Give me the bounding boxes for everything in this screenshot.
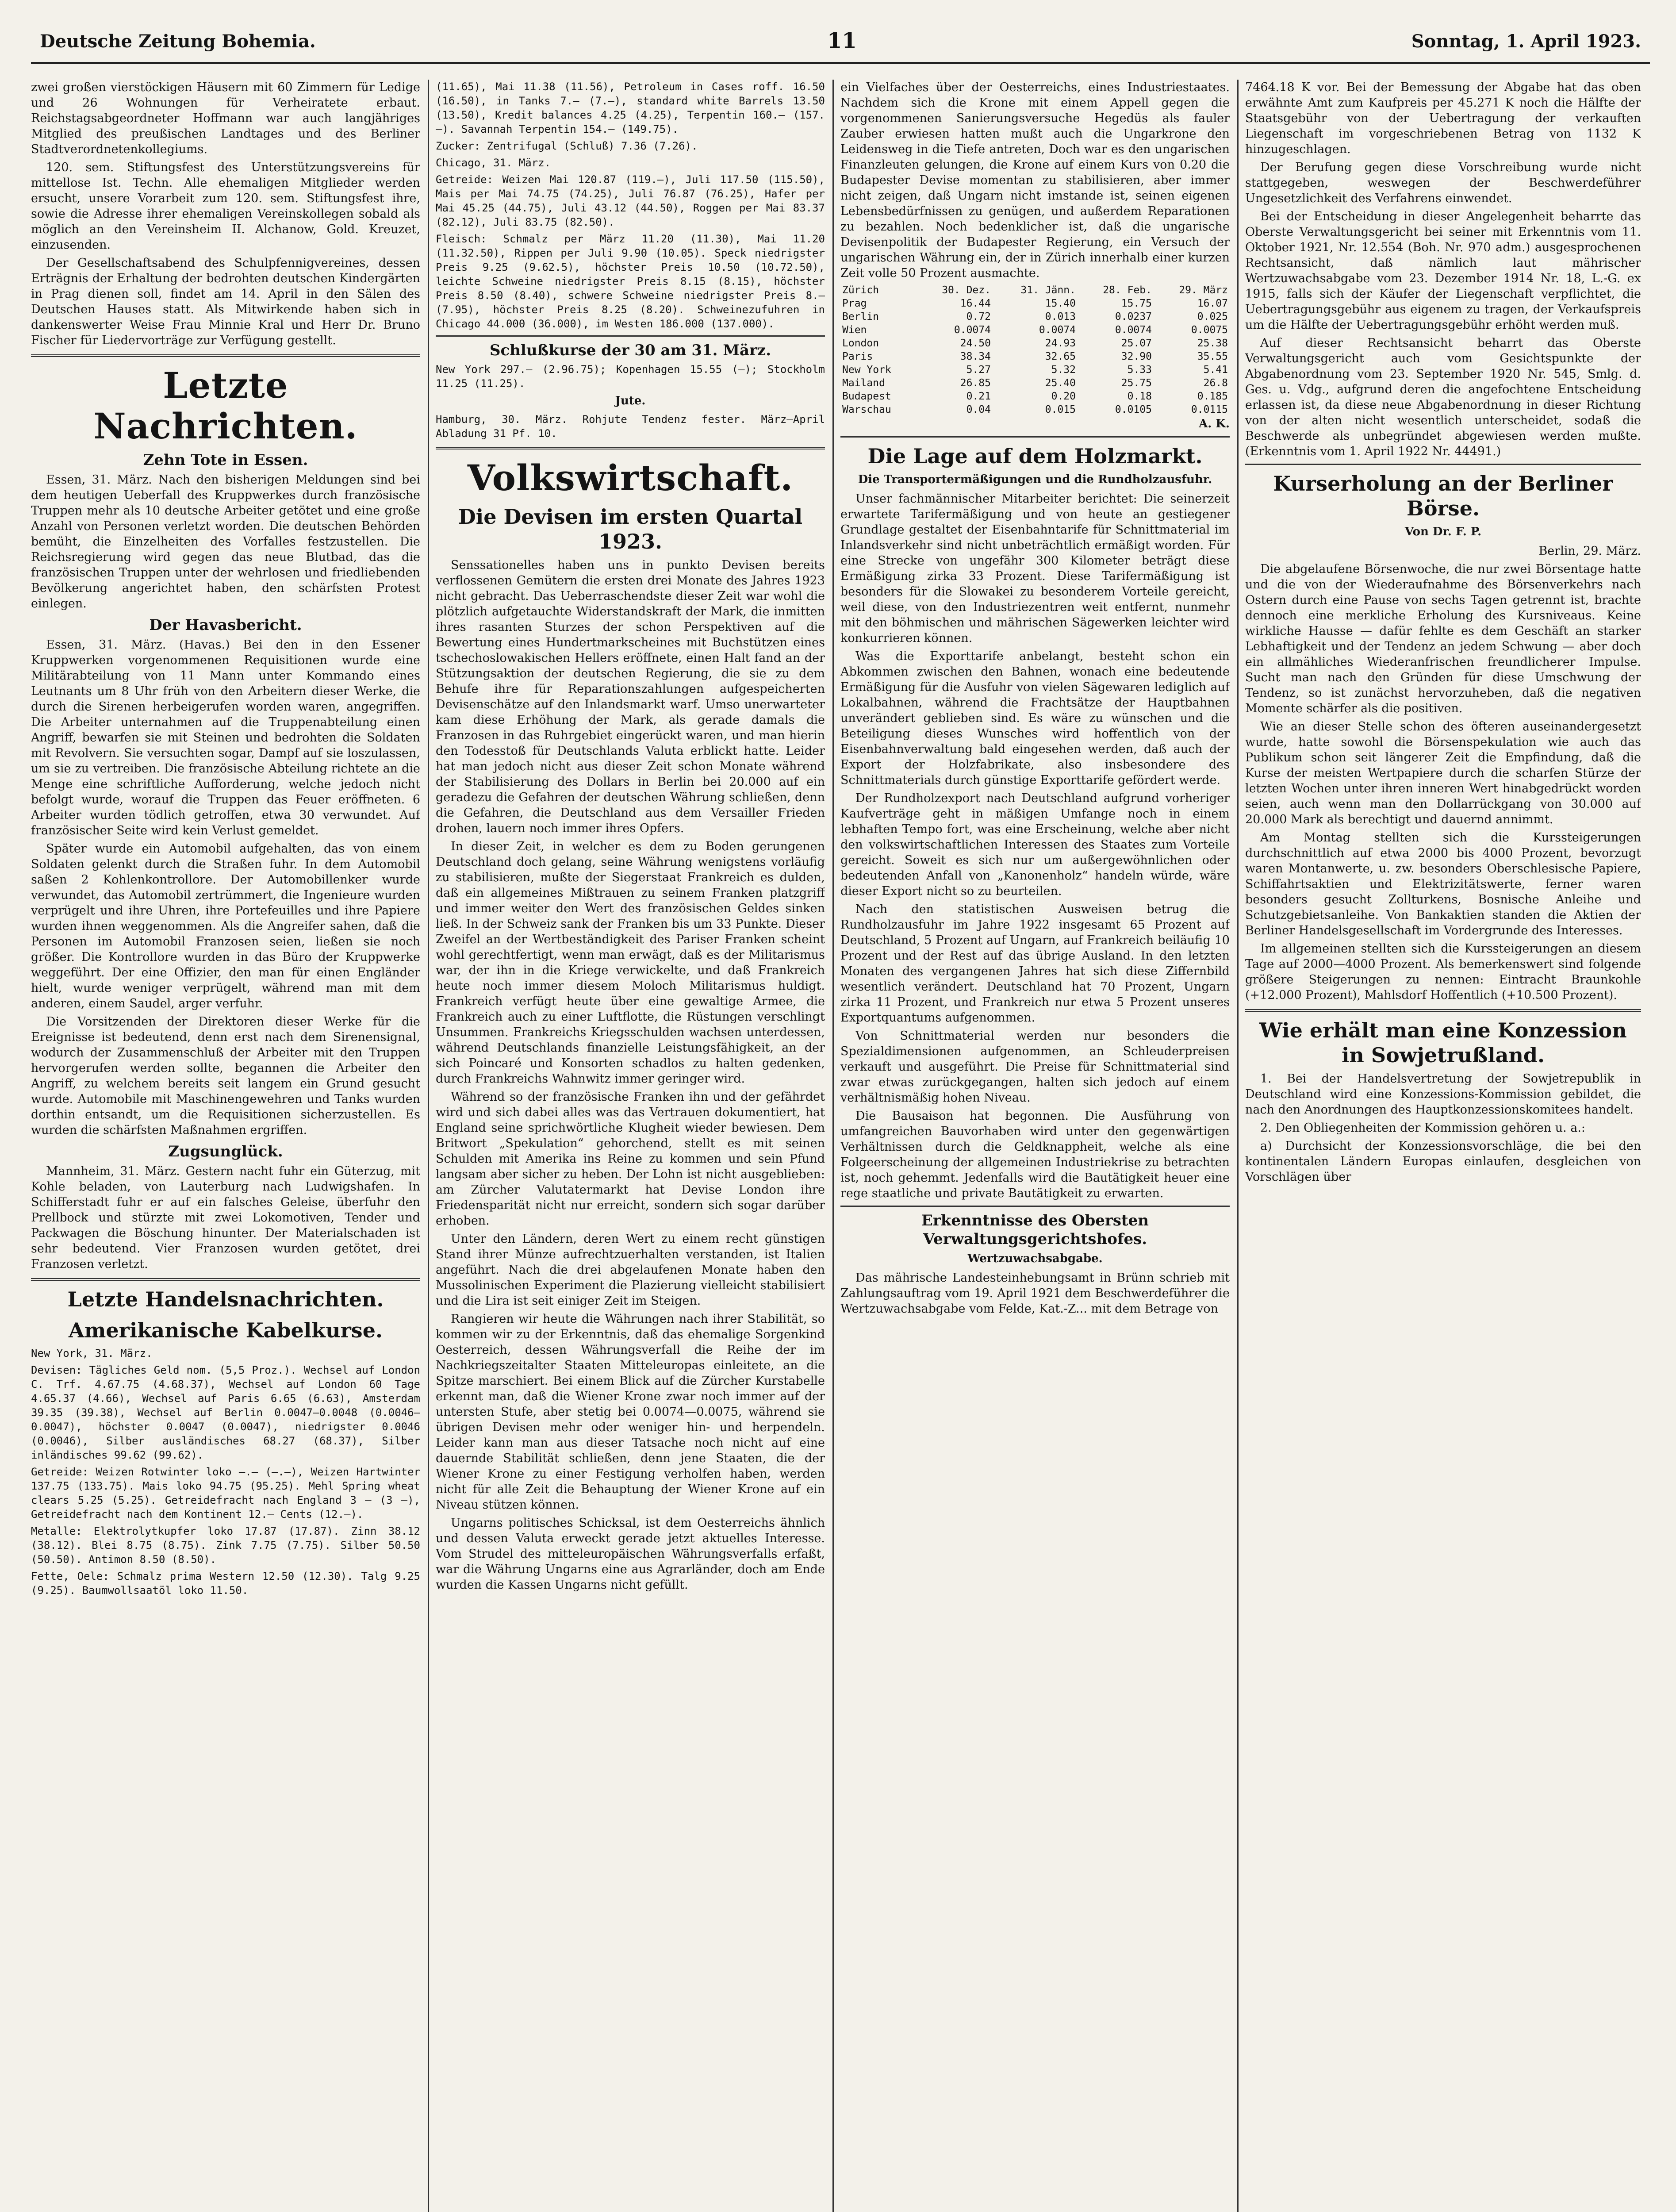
paragraph: Essen, 31. März. Nach den bisherigen Meldungen sind bei dem heutigen Ueberfall des Kruppwerkes durch französische Truppen mehr als 10 deutsche Arbeiter getötet und eine große Anzahl von Personen verletzt worden. Die deutschen Behörden bemüht, die Einzelheiten des Vorfalles festzustellen. Die Reichsregierung wird gegen das neue Blutbad, das die französischen Truppen unter der wehrlosen und friedliebenden Bevölkerung angerichtet haben, den schärfsten Protest einlegen. (31, 473, 420, 611)
paragraph: Was die Exporttarife anbelangt, besteht schon ein Abkommen zwischen den Bahnen, wonach eine bedeutende Ermäßigung für die Ausfuhr von vielen Sägewaren lediglich auf Lokalbahnen, während die Frachtsätze der Hauptbahnen unverändert geblieben sind. Es wäre zu wünschen und die Beteiligung dieses Wunsches wird hoffentlich von der Eisenbahnverwaltung bald eingesehen werden, daß auch der Export der Holzfabrikate, also insbesondere des Schnittmaterials durch günstige Exporttarife gefördert werde. (840, 649, 1230, 787)
rate-cell: 35.55 (1197, 351, 1228, 362)
rate-cell: 0.0115 (1191, 404, 1228, 415)
divider (31, 354, 420, 357)
rate-cell: 0.72 (966, 311, 991, 323)
table-header-row (840, 284, 1230, 297)
paragraph: 120. sem. Stiftungsfest des Unterstützungsvereins für mittellose Ist. Techn. Alle ehemaligen Mitglieder werden ersucht, unsere Vorarbeit zum 120. sem. Stiftungsfest ihre, sowie die Adresse ihrer ehemaligen Vereinskollegen sobald als möglich an den Vereinsheim II. Alchanow, Gold. Kreuzet, einzusenden. (31, 161, 420, 252)
paragraph: Getreide: Weizen Mai 120.87 (119.—), Juli 117.50 (115.50), Mais per Mai 74.75 (74.25), Juli 76.87 (76.25), Hafer per Mai 45.25 (44.75), Juli 43.12 (44.50), Roggen per Mai 83.37 (82.12), Juli 83.75 (82.50). (436, 173, 825, 228)
paragraph: Am Montag stellten sich die Kurssteigerungen durchschnittlich auf etwa 2000 bis 4000 Prozent, bevorzugt waren Montanwerte, u. zw. besonders Oberschlesische Papiere, Schiffahrtsaktien und Elektrizitätswerte, ferner waren besonders gesucht Zollturkens, Bosnische Anleihe und Schutzgebietsanleihe. Von Bankaktien standen die Aktien der Berliner Handelsgesellschaft im Vordergrunde des Interesses. (1245, 831, 1641, 937)
rate-cell: 32.65 (1045, 351, 1076, 362)
rate-cell: 25.38 (1197, 338, 1228, 349)
paragraph: Wie an dieser Stelle schon des öfteren auseinandergesetzt wurde, hatte sowohl die Börsenspekulation wie auch das Publikum schon seit längerer Zeit die Empfindung, daß die Kurse der meisten Wertpapiere durch die scharfen Stürze der letzten Wochen unter ihren inneren Wert hinabgedrückt worden seien, auch wenn man den Dollarrückgang von 30.000 auf 20.000 Mark als berechtigt und dauernd annimmt. (1245, 720, 1641, 826)
rate-cell: Berlin (842, 311, 879, 323)
rate-cell: London (842, 338, 879, 349)
table-row (840, 297, 1230, 310)
paragraph: Der Rundholzexport nach Deutschland aufgrund vorheriger Kaufverträge geht in mäßigen Umfange noch in einem lebhaften Tempo fort, was eine Erscheinung, welche aber nicht den volkswirtschaftlichen Interessen des Staates zum Vorteile gereicht. Soweit es sich nur um außergewöhnlichen oder bedeutenden Anfall von „Kanonenholz“ handeln würde, wäre dieser Export nicht so zu beurteilen. (840, 791, 1230, 898)
table-row (840, 337, 1230, 350)
paragraph: Chicago, 31. März. (436, 157, 551, 169)
paragraph: New York 297.— (2.96.75); Kopenhagen 15.55 (—); Stockholm 11.25 (11.25). (436, 363, 825, 390)
table-row (840, 403, 1230, 416)
paragraph: a) Durchsicht der Konzessionsvorschläge, die bei den kontinentalen Ländern Europas einlaufen, desgleichen von Vorschlägen über (1245, 1139, 1641, 1184)
divider (840, 1206, 1230, 1207)
page-number: 11 (827, 28, 857, 53)
rate-cell: 24.93 (1045, 338, 1076, 349)
column-2 (436, 80, 825, 2212)
rate-cell: Paris (842, 351, 873, 362)
masthead-title: Deutsche Zeitung Bohemia. (40, 31, 316, 52)
article-title: Zugsunglück. (168, 1143, 283, 1160)
rate-cell: 31. Jänn. (1020, 284, 1076, 296)
rate-cell: Warschau (842, 404, 891, 415)
divider (840, 436, 1230, 438)
paragraph: 7464.18 K vor. Bei der Bemessung der Abgabe hat das oben erwähnte Amt zum Kaufpreis per 45.271 K noch die Hälfte der Staatsgebühr von der Uebertragung der verkauften Liegenschaft im vorgeschriebenen Betrag von 1132 K hinzugeschlagen. (1245, 81, 1641, 156)
rate-cell: 16.07 (1197, 298, 1228, 309)
exchange-rate-table (840, 284, 1230, 416)
paragraph: Unser fachmännischer Mitarbeiter berichtet: Die seinerzeit erwartete Tarifermäßigung und von heute an gestiegener Grundlage gestaltet der Eisenbahntarife für Schnittmaterial im Inlandsverkehr sind nicht unbeträchtlich ermäßigt worden. Für eine Strecke von ungefähr 300 Kilometer beträgt diese Ermäßigung zirka 33 Prozent. Diese Tarifermäßigung ist besonders für die Slowakei zu besonderem Vorteile gereicht, weil diese, von den Industriezentren weit entfernt, nunmehr mit den böhmischen und mährischen Sägewerken leichter wird konkurrieren können. (840, 492, 1230, 645)
paragraph: (11.65), Mai 11.38 (11.56), Petroleum in Cases roff. 16.50 (16.50), in Tanks 7.— (7.—), standard white Barrels 13.50 (13.50), Kredit balances 4.25 (4.25), Terpentin 160.— (157.—). Savannah Terpentin 154.— (149.75). (436, 81, 825, 135)
article-title: Die Lage auf dem Holzmarkt. (867, 444, 1203, 468)
rate-cell: 0.0074 (954, 324, 991, 336)
paragraph: Der Berufung gegen diese Vorschreibung wurde nicht stattgegeben, weswegen der Beschwerdeführer Ungesetzlichkeit des Verfahrens einwendet. (1245, 161, 1641, 205)
rate-cell: 0.0237 (1115, 311, 1152, 323)
rate-cell: 5.33 (1127, 364, 1152, 376)
paragraph: Bei der Entscheidung in dieser Angelegenheit beharrte das Oberste Verwaltungsgericht bei seiner mit Erkenntnis vom 11. Oktober 1921, Nr. 12.554 (Boh. Nr. 970 adm.) ausgesprochenen Rechtsansicht, daß nämlich laut mährischer Wertzuwachsabgabe vom 23. Dezember 1914 Nr. 18, L.-G. ex 1915, falls sich der Käufer der Liegenschaft verpflichtet, die Uebertragungsgebühr aus eigenem zu tragen, der Verkaufspreis um die Hälfte der Uebertragungsgebühr erhöht werden muß. (1245, 210, 1641, 332)
rate-cell: Zürich (842, 284, 879, 296)
column-rule (1237, 80, 1239, 2212)
table-row (840, 363, 1230, 376)
paragraph: Die Vorsitzenden der Direktoren dieser Werke für die Ereignisse ist bedeutend, denn erst nach dem Sirenensignal, wodurch der Zusammenschluß der Arbeiter mit den Truppen hervorgerufen werden sollte, begannen die Arbeiter den Angriff, zu welchem bereits seit langem ein Grund gesucht wurde. Automobile mit Maschinengewehren und Tanks wurden dorthin entsandt, um die Requisitionen sicherzustellen. Es wurden die schärfsten Maßnahmen ergriffen. (31, 1015, 420, 1137)
article-title: Kurserholung an der Berliner Börse. (1273, 472, 1613, 520)
subheading: Wertzuwachsabgabe. (967, 1252, 1103, 1265)
rate-cell: Mailand (842, 377, 885, 389)
rate-cell: 0.0075 (1191, 324, 1228, 336)
section-heading: Letzte Nachrichten. (93, 365, 358, 447)
rate-cell: 16.44 (960, 298, 991, 309)
rate-cell: 0.0105 (1115, 404, 1152, 415)
paragraph: Die abgelaufene Börsenwoche, die nur zwei Börsentage hatte und die von der Wiederaufnahme des Börsenverkehrs nach Ostern durch eine Pause von sechs Tagen getrennt ist, brachte dennoch eine merkliche Erholung des Kursniveaus. Keine wirkliche Hausse — dafür fehlte es dem Geschäft an starker Lebhaftigkeit und der Tendenz an jedem Schwung — aber doch ein allmähliches Wiederanfrischen freundlicherer Impulse. Sucht man nach den Gründen für diese Umschwung der Tendenz, so ist zunächst hervorzuheben, daß die negativen Momente schärfer als die positiven. (1245, 562, 1641, 715)
rate-cell: 29. März (1179, 284, 1228, 296)
rate-cell: Prag (842, 298, 867, 309)
paragraph: Im allgemeinen stellten sich die Kurssteigerungen an diesem Tage auf 2000—4000 Prozent. Als bemerkenswert sind folgende größere Steigerungen zu nennen: Eintracht Braunkohle (+12.000 Prozent), Mahlsdorf Hoffentlich (+10.500 Prozent). (1245, 942, 1641, 1002)
subheading: Jute. (615, 394, 646, 407)
paragraph: Zucker: Zentrifugal (Schluß) 7.36 (7.26). (436, 140, 698, 152)
rate-cell: 0.18 (1127, 391, 1152, 402)
paragraph: Unter den Ländern, deren Wert zu einem recht günstigen Stand ihrer Münze aufrechtzuerhalten verstanden, ist Italien angeführt. Nach die drei abgelaufenen Monate haben den Mussolinischen Experiment die Plazierung vielleicht stabilisiert und die Lira ist seit einiger Zeit im Steigen. (436, 1232, 825, 1308)
byline: Von Dr. F. P. (1404, 525, 1482, 538)
rate-cell: 24.50 (960, 338, 991, 349)
rate-cell: New York (842, 364, 891, 376)
rate-cell: 28. Feb. (1103, 284, 1152, 296)
paragraph: Ungarns politisches Schicksal, ist dem Oesterreichs ähnlich und dessen Valuta erweckt gerade jetzt aktuelles Interesse. Vom Strudel des mitteleuropäischen Währungsverfalls erfaßt, war die Währung Ungarns eine aus Agrarländer, doch am Ende wurden die Kassen Ungarns nicht gefüllt. (436, 1516, 825, 1592)
rate-cell: 25.07 (1121, 338, 1152, 349)
paragraph: New York, 31. März. (31, 1347, 153, 1359)
rate-cell: 26.85 (960, 377, 991, 389)
dateline: Berlin, 29. März. (1538, 544, 1641, 558)
rate-cell: 25.75 (1121, 377, 1152, 389)
paragraph: Später wurde ein Automobil aufgehalten, das von einem Soldaten gelenkt durch die Straßen fuhr. In dem Automobil saßen 2 Kohlenkontrollore. Der Automobillenker wurde verwundet, das Automobil zertrümmert, die Ingenieure wurden verprügelt und ihre Uhren, ihre Portefeuilles und ihre Papiere wurden ihnen weggenommen. Als die Angreifer sahen, daß die Personen im Automobil Franzosen seien, ließen sie noch größer. Die Kontrollore wurden in das Büro der Kruppwerke weggeführt. Der eine Offizier, den man für einen Engländer hielt, wurde weniger verprügelt, während man mit dem anderen, einem Saudel, arger verfuhr. (31, 842, 420, 1010)
rate-cell: 0.185 (1197, 391, 1228, 402)
article-title: Erkenntnisse des Obersten Verwaltungsgerichtshofes. (921, 1212, 1149, 1248)
paragraph: ein Vielfaches über der Oesterreichs, eines Industriestaates. Nachdem sich die Krone mit einem Appell gegen die vorgenommenen Sanierungsversuche Hegedüs als fauler Zauber erwiesen hatten mußt auch die Ungarkrone den Leidensweg in die Tiefe antreten, Doch war es den ungarischen Finanzleuten gelungen, die Krone auf einem Kurs von 0.20 die Budapester Devise momentan zu stabilisieren, aber immer nicht zeigen, daß Ungarn nicht imstande ist, seinen eigenen Lebensbedürfnissen zu genügen, und außerdem Reparationen zu bezahlen. Noch bedenklicher ist, daß die ungarische Devisenpolitik der Budapester Regierung, ein Versuch der ungarischen Währung ein, der in Zürich innerhalb einer kurzen Zeit volle 50 Prozent ausmachte. (840, 81, 1230, 280)
article-title: Die Devisen im ersten Quartal 1923. (458, 505, 803, 553)
paragraph: Essen, 31. März. (Havas.) Bei den in den Essener Kruppwerken vorgenommenen Requisitionen wurde eine Militärabteilung von 11 Mann unter Kommando eines Leutnants um 8 Uhr früh von den Arbeitern dieser Werke, die durch die Sirenen herbeigerufen worden waren, angegriffen. Die Arbeiter unternahmen auf die Truppenabteilung einen Angriff, bewarfen sie mit Steinen und bedrohten die Soldaten mit Revolvern. Sie versuchten sogar, Dampf auf sie loszulassen, um sie zu vertreiben. Die französische Abteilung richtete an die Menge eine schriftliche Aufforderung, welche jedoch nicht befolgt wurde, worauf die Truppen das Feuer eröffneten. 6 Arbeiter wurden tödlich getroffen, etwa 30 verwundet. Auf französischer Seite wird kein Verlust gemeldet. (31, 638, 420, 837)
table-row (840, 323, 1230, 337)
signature: A. K. (1199, 417, 1230, 430)
column-4 (1245, 80, 1641, 2212)
rate-cell: 0.0074 (1115, 324, 1152, 336)
rate-cell: 0.013 (1045, 311, 1076, 323)
paragraph: Das mährische Landesteinhebungsamt in Brünn schrieb mit Zahlungsauftrag vom 19. April 1921 dem Beschwerdeführer die Wertzuwachsabgabe vom Felde, Kat.-Z... mit dem Betrage von (840, 1271, 1230, 1316)
paragraph: Der Gesellschaftsabend des Schulpfennigvereines, dessen Erträgnis der Erhaltung der bedrohten deutschen Kindergärten in Prag dienen soll, findet am 14. April in den Sälen des Deutschen Hauses statt. Als Mitwirkende haben sich in dankenswerter Weise Frau Minnie Kral und Herr Dr. Bruno Fischer für Liedervorträge zur Verfügung gestellt. (31, 256, 420, 347)
column-3 (840, 80, 1230, 2212)
rate-cell: 0.015 (1045, 404, 1076, 415)
masthead-date: Sonntag, 1. April 1923. (1411, 31, 1641, 52)
divider (436, 447, 825, 449)
paragraph: Devisen: Tägliches Geld nom. (5,5 Proz.). Wechsel auf London C. Trf. 4.67.75 (4.68.37), Wechsel auf London 60 Tage 4.65.37 (4.66), Wechsel auf Paris 6.65 (6.63), Amsterdam 39.35 (39.38), Wechsel auf Berlin 0.0047—0.0048 (0.0046—0.0047), höchster 0.0047 (0.0047), niedrigster 0.0046 (0.0046), Silber ausländisches 68.27 (68.37), Silber inländisches 99.62 (99.62). (31, 1364, 420, 1461)
rate-cell: 5.32 (1051, 364, 1076, 376)
rate-cell: 5.41 (1203, 364, 1228, 376)
article-title: Zehn Tote in Essen. (143, 451, 308, 469)
paragraph: zwei großen vierstöckigen Häusern mit 60 Zimmern für Ledige und 26 Wohnungen für Verheiratete erbaut. Reichstagsabgeordneter Hoffmann war auch langjähriges Mitglied des preußischen Landtages und des Berliner Stadtverordnetenkollegiums. (31, 81, 420, 156)
paragraph: Fleisch: Schmalz per März 11.20 (11.30), Mai 11.20 (11.32.50), Rippen per Juli 9.90 (10.05). Speck niedrigster Preis 9.25 (9.62.5), höchster Preis 10.50 (10.72.50), leichte Schweine niedrigster Preis 8.15 (8.15), höchster Preis 8.50 (8.40), schwere Schweine niedrigster Preis 8.— (7.95), höchster Preis 8.25 (8.20). Schweinezufuhren in Chicago 44.000 (36.000), im Westen 186.000 (137.000). (436, 233, 825, 330)
column-rule (832, 80, 834, 2212)
rate-cell: Budapest (842, 391, 891, 402)
rate-cell: 0.04 (966, 404, 991, 415)
paragraph: Auf dieser Rechtsansicht beharrt das Oberste Verwaltungsgericht auch vom Gesichtspunkte der Abgabenordnung vom 23. September 1920 Nr. 545, Smlg. d. Ges. u. Vdg., aufgrund deren die angefochtene Entscheidung erlassen ist, da diese neue Abgabenordnung in dieser Richtung von der alten nicht wesentlich unterscheidet, sodaß die Beschwerde als unbegründet abgewiesen werden mußte. (Erkenntnis vom 1. April 1922 Nr. 44491.) (1245, 336, 1641, 458)
table-row (840, 350, 1230, 363)
paragraph: Metalle: Elektrolytkupfer loko 17.87 (17.87). Zinn 38.12 (38.12). Blei 8.75 (8.75). Zink 7.75 (7.75). Silber 50.50 (50.50). Antimon 8.50 (8.50). (31, 1525, 420, 1566)
divider (31, 1278, 420, 1281)
section-heading: Letzte Handelsnachrichten. (67, 1287, 384, 1311)
rate-cell: 30. Dez. (942, 284, 991, 296)
subheading: Die Transportermäßigungen und die Rundholzausfuhr. (858, 473, 1212, 486)
divider (436, 335, 825, 337)
rate-cell: 0.025 (1197, 311, 1228, 323)
paragraph: Fette, Oele: Schmalz prima Western 12.50 (12.30). Talg 9.25 (9.25). Baumwollsaatöl loko 11.50. (31, 1570, 420, 1597)
rate-cell: 32.90 (1121, 351, 1152, 362)
paragraph: Senssationelles haben uns in punkto Devisen bereits verflossenen Gemütern die ersten drei Monate des Jahres 1923 nicht gebracht. Das Ueberraschendste dieser Zeit war wohl die plötzlich aufgetauchte Widerstandskraft der Mark, die inmitten ihres rasanten Sturzes der schon Perspektiven auf die Bewertung eines Hundertmarkscheines mit Buchstützen eines tschechoslowakischen Hellers eröffnete, einen Halt fand an der Stützungsaktion der deutschen Regierung, die sie zu dem Behufe ihre für Reparationszahlungen aufgespeicherten Devisenschätze auf den Inlandsmarkt warf. Umso unerwarteter kam diese Erhöhung der Mark, als gerade damals die Franzosen in das Ruhrgebiet eingerückt waren, und man hierin den Todesstoß für Deutschlands Valuta erblickt hatte. Leider hat man jedoch nicht aus dieser Zeit schon Monate während der Stabilisierung des Dollars in Berlin bei 20.000 auf ein geradezu die Gefahren der deutschen Währung schließen, denn die Gefahren, die Deutschland aus dem Versailler Frieden drohen, lauern noch immer ihres Opfers. (436, 558, 825, 835)
rate-cell: 38.34 (960, 351, 991, 362)
paragraph: Von Schnittmaterial werden nur besonders die Spezialdimensionen aufgenommen, an Schleuderpreisen verkauft und ausgeführt. Die Preise für Schnittmaterial sind zwar etwas zurückgegangen, halten sich jedoch auf einem verhältnismäßig hohen Niveau. (840, 1029, 1230, 1105)
column-1 (31, 80, 420, 2212)
article-title: Schlußkurse der 30 am 31. März. (489, 342, 771, 359)
divider (1245, 464, 1641, 465)
table-row (840, 376, 1230, 390)
rate-cell: 5.27 (966, 364, 991, 376)
divider (1245, 1009, 1641, 1012)
rate-cell: 0.0074 (1039, 324, 1076, 336)
rate-cell: 26.8 (1203, 377, 1228, 389)
paragraph: Mannheim, 31. März. Gestern nacht fuhr ein Güterzug, mit Kohle beladen, von Lauterburg nach Ludwigshafen. In Schifferstadt fuhr er auf ein falsches Geleise, überfuhr den Prellbock und stürzte mit zwei Lokomotiven, Tender und Packwagen die Böschung hinunter. Der Materialschaden ist sehr bedeutend. Vier Franzosen wurden getötet, drei Franzosen verletzt. (31, 1164, 420, 1271)
table-row (840, 310, 1230, 323)
paragraph: 1. Bei der Handelsvertretung der Sowjetrepublik in Deutschland wird eine Konzessions-Kommission gebildet, die nach den Anordnungen des Hauptkonzessionskomitees handelt. (1245, 1072, 1641, 1117)
column-rule (428, 80, 429, 2212)
rate-cell: 15.40 (1045, 298, 1076, 309)
paragraph: Hamburg, 30. März. Rohjute Tendenz fester. März—April Abladung 31 Pf. 10. (436, 413, 825, 440)
rate-cell: 0.20 (1051, 391, 1076, 402)
paragraph: Nach den statistischen Ausweisen betrug die Rundholzausfuhr im Jahre 1922 insgesamt 65 Prozent auf Deutschland, 5 Prozent auf Ungarn, auf Frankreich beiläufig 10 Prozent und der Rest auf das übrige Ausland. In den letzten Monaten des vergangenen Jahres hat sich diese Ziffernbild wesentlich verändert. Deutschland hat 70 Prozent, Ungarn zirka 11 Prozent, und Frankreich nur etwa 5 Prozent unseres Exportquantums aufgenommen. (840, 902, 1230, 1025)
article-title: Amerikanische Kabelkurse. (69, 1318, 383, 1342)
section-heading: Volkswirtschaft. (467, 457, 794, 499)
table-row (840, 390, 1230, 403)
paragraph: 2. Den Obliegenheiten der Kommission gehören u. a.: (1260, 1121, 1586, 1135)
paragraph: In dieser Zeit, in welcher es dem zu Boden gerungenen Deutschland doch gelang, seine Währung wenigstens vorläufig zu stabilisieren, mußte der Siegerstaat Frankreich es dulden, daß ein allgemeines Mißtrauen zu seinem Franken platzgriff und immer weiter den Wert des französischen Geldes sinken ließ. In der Schweiz sank der Franken bis um 33 Punkte. Dieser Zweifel an der Wertbeständigkeit des Pariser Franken scheint wohl gerechtfertigt, wenn man erwägt, daß es der Militarismus war, der ihn in die Kriege verwickelte, und daß Frankreich heute noch immer diesem Moloch Militarismus huldigt. Frankreich verfügt heute über eine gewaltige Armee, die Frankreich auch zu einer Luftflotte, die Rüstungen verschlingt Unsummen. Frankreichs Kriegsschulden wachsen unterdessen, während Deutschlands finanzielle Leistungsfähigkeit, an der sich Poincaré und Konsorten schadlos zu halten gedenken, durch Frankreichs Wahnwitz immer geringer wird. (436, 840, 825, 1086)
rate-cell: 15.75 (1121, 298, 1152, 309)
rate-cell: 25.40 (1045, 377, 1076, 389)
paragraph: Während so der französische Franken ihn und der gefährdet wird und sich dabei alles was das Vertrauen dokumentiert, hat England seine sprichwörtliche Klugheit wieder bewiesen. Dem Britwort „Spekulation“ gehorchend, stellt es mit seinen Schulden mit Amerika ins Reine zu kommen und sein Pfund langsam aber sicher zu heben. Der Lohn ist nicht ausgeblieben: am Zürcher Valutatermarkt hat Devise London ihre Friedensparität nicht nur erreicht, sondern sich sogar darüber erhoben. (436, 1090, 825, 1228)
paragraph: Getreide: Weizen Rotwinter loko —.— (—.—), Weizen Hartwinter 137.75 (133.75). Mais loko 94.75 (95.25). Mehl Spring wheat clears 5.25 (5.25). Getreidefracht nach England 3 — (3 —), Getreidefracht nach dem Kontinent 12.— Cents (12.—). (31, 1466, 420, 1521)
rate-cell: Wien (842, 324, 867, 336)
article-title: Der Havasbericht. (149, 616, 302, 634)
paragraph: Die Bausaison hat begonnen. Die Ausführung von umfangreichen Bauvorhaben wird unter den gegenwärtigen Verhältnissen durch die Geldknappheit, welche als eine Folgeerscheinung der allgemeinen Industriekrise zu betrachten ist, noch gehemmt. Jedenfalls wird die Bautätigkeit heuer eine rege staatliche und private Bautätigkeit zu erwarten. (840, 1109, 1230, 1200)
newspaper-page (31, 22, 1650, 2212)
paragraph: Rangieren wir heute die Währungen nach ihrer Stabilität, so kommen wir zu der Erkenntnis, daß das ehemalige Sorgenkind Oesterreich, dessen Währungsverfall die Reihe der im Nachkriegszeitalter Staaten Mitteleuropas einleitete, an die Spitze marschiert. Bei einem Blick auf die Zürcher Kurstabelle erkennt man, daß die Wiener Krone zwar noch immer auf der untersten Stufe, aber stetig bei 0.0074—0.0075, während sie übrigen Devisen mehr oder weniger hin- und herpendeln. Leider kann man aus dieser Tatsache noch nicht auf eine dauernde Stabilität schließen, denn jene Staaten, die der Wiener Krone zu einer Festigung verholfen haben, werden nicht für alle Zeit die Behauptung der Wiener Krone auf ein Niveau stützen können. (436, 1312, 825, 1512)
article-title: Wie erhält man eine Konzession in Sowjetrußland. (1259, 1018, 1627, 1067)
masthead (31, 22, 1650, 64)
rate-cell: 0.21 (966, 391, 991, 402)
